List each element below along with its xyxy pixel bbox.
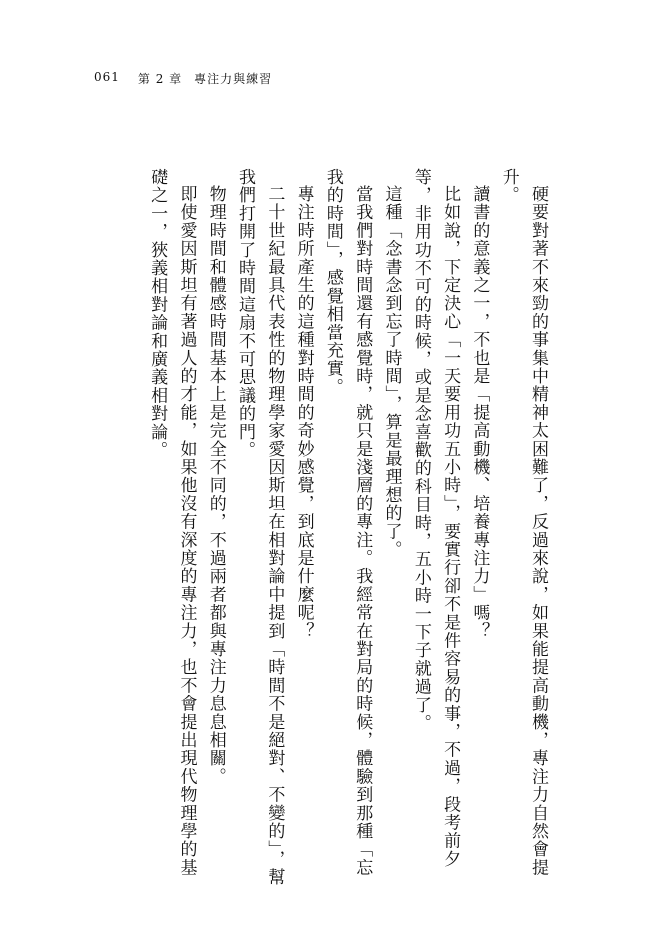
paragraph: 硬要對著不來勁的事集中精神太困難了，反過來說，如果能提高動機，專注力自然會提升。 xyxy=(498,168,548,877)
paragraph: 當我們對時間還有感覺時，就只是淺層的專注。我經常在對局的時候，體驗到那種「忘我的時間」，感覺相當充實。 xyxy=(322,168,373,877)
paragraph: 二十世紀最具代表性的物理學家愛因斯坦在相對論中提到「時間不是絕對、不變的」，幫我們打開了時間這扇不可思議的門。 xyxy=(235,168,285,887)
chapter-label: 第 2 章 xyxy=(137,72,183,86)
paragraph: 物理時間和體感時間基本上是完全不同的，不過兩者都與專注力息息相關。 xyxy=(205,185,226,786)
vertical-text-body xyxy=(82,168,552,888)
page-number: 061 xyxy=(94,70,120,84)
running-header xyxy=(94,70,272,87)
paragraph: 這種「念書念到忘了時間」，算是最理想的了。 xyxy=(381,185,402,559)
chapter-heading xyxy=(138,70,272,87)
paragraph: 專注時所產生的這種對時間的奇妙感覺，到底是什麼呢？ xyxy=(293,185,314,640)
chapter-title: 專注力與練習 xyxy=(194,72,273,86)
paragraph: 讀書的意義之一，不也是「提高動機、培養專注力」嗎？ xyxy=(469,185,490,640)
paragraph: 即使愛因斯坦有著過人的才能，如果他沒有深度的專注力，也不會提出現代物理學的基礎之一，狹義相對論和廣義相對論。 xyxy=(147,168,197,877)
paragraph: 比如說，下定決心「一天要用功五小時」，要實行卻不是件容易的事，不過，段考前夕等，非用功不可的時候，或是念喜歡的科目時，五小時一下子就過了。 xyxy=(410,168,461,869)
